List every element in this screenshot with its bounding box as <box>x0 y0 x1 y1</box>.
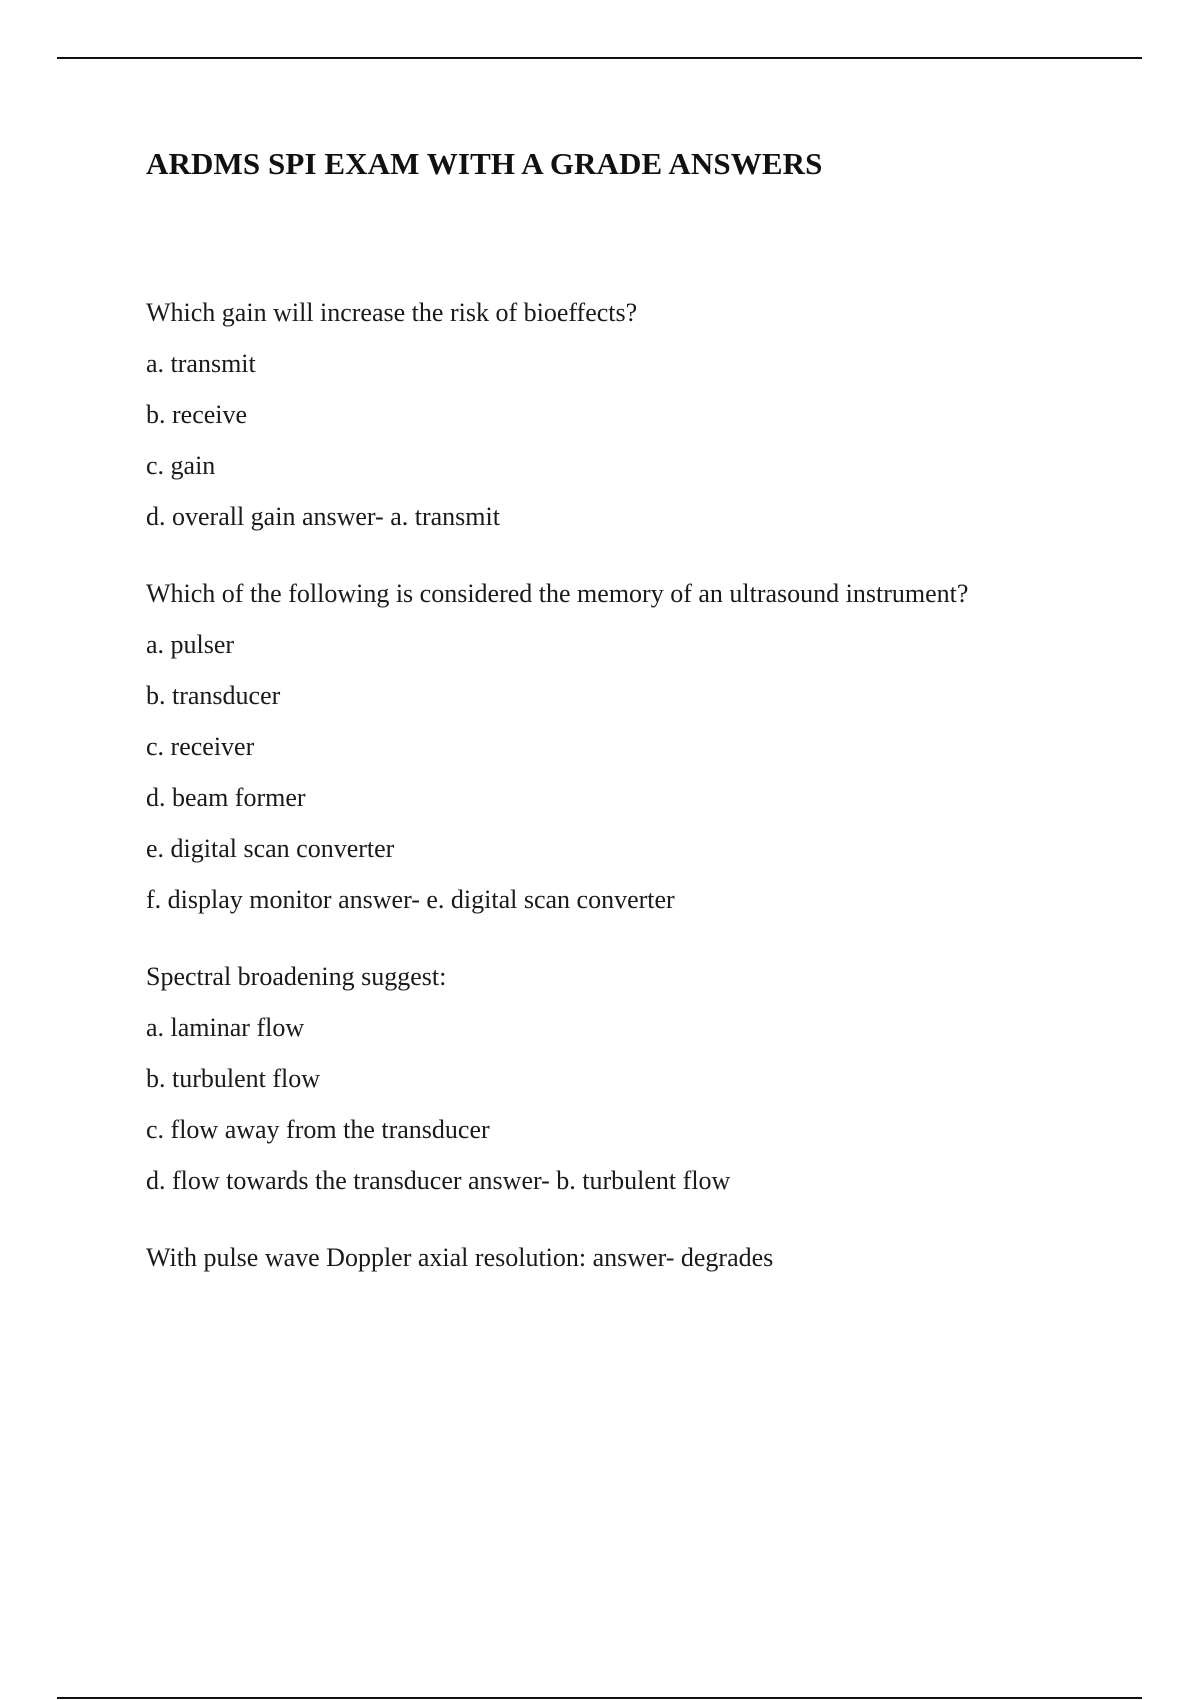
question-text: With pulse wave Doppler axial resolution: answer- degrades <box>146 1243 774 1272</box>
answer-option: b. turbulent flow <box>146 1064 321 1093</box>
answer-option: a. laminar flow <box>146 1013 305 1042</box>
question-text: Which of the following is considered the memory of an ultrasound instrument? <box>146 579 969 608</box>
answer-option: c. gain <box>146 451 216 480</box>
answer-option: d. flow towards the transducer answer- b. turbulent flow <box>146 1166 731 1195</box>
question-block <box>146 1245 1146 1271</box>
answer-option: d. overall gain answer- a. transmit <box>146 502 500 531</box>
question-block <box>146 581 1146 913</box>
answer-option: a. transmit <box>146 349 256 378</box>
answer-option: c. receiver <box>146 732 255 761</box>
question-text: Which gain will increase the risk of bioeffects? <box>146 298 638 327</box>
document-title: ARDMS SPI EXAM WITH A GRADE ANSWERS <box>146 146 823 181</box>
question-list <box>146 300 1146 1322</box>
question-block <box>146 964 1146 1194</box>
question-text: Spectral broadening suggest: <box>146 962 447 991</box>
bottom-rule <box>57 1697 1142 1699</box>
answer-option: e. digital scan converter <box>146 834 395 863</box>
question-block <box>146 300 1146 530</box>
answer-option: d. beam former <box>146 783 306 812</box>
answer-option: b. receive <box>146 400 248 429</box>
answer-option: a. pulser <box>146 630 235 659</box>
answer-option: b. transducer <box>146 681 281 710</box>
top-rule <box>57 57 1142 59</box>
answer-option: f. display monitor answer- e. digital scan converter <box>146 885 675 914</box>
answer-option: c. flow away from the transducer <box>146 1115 490 1144</box>
